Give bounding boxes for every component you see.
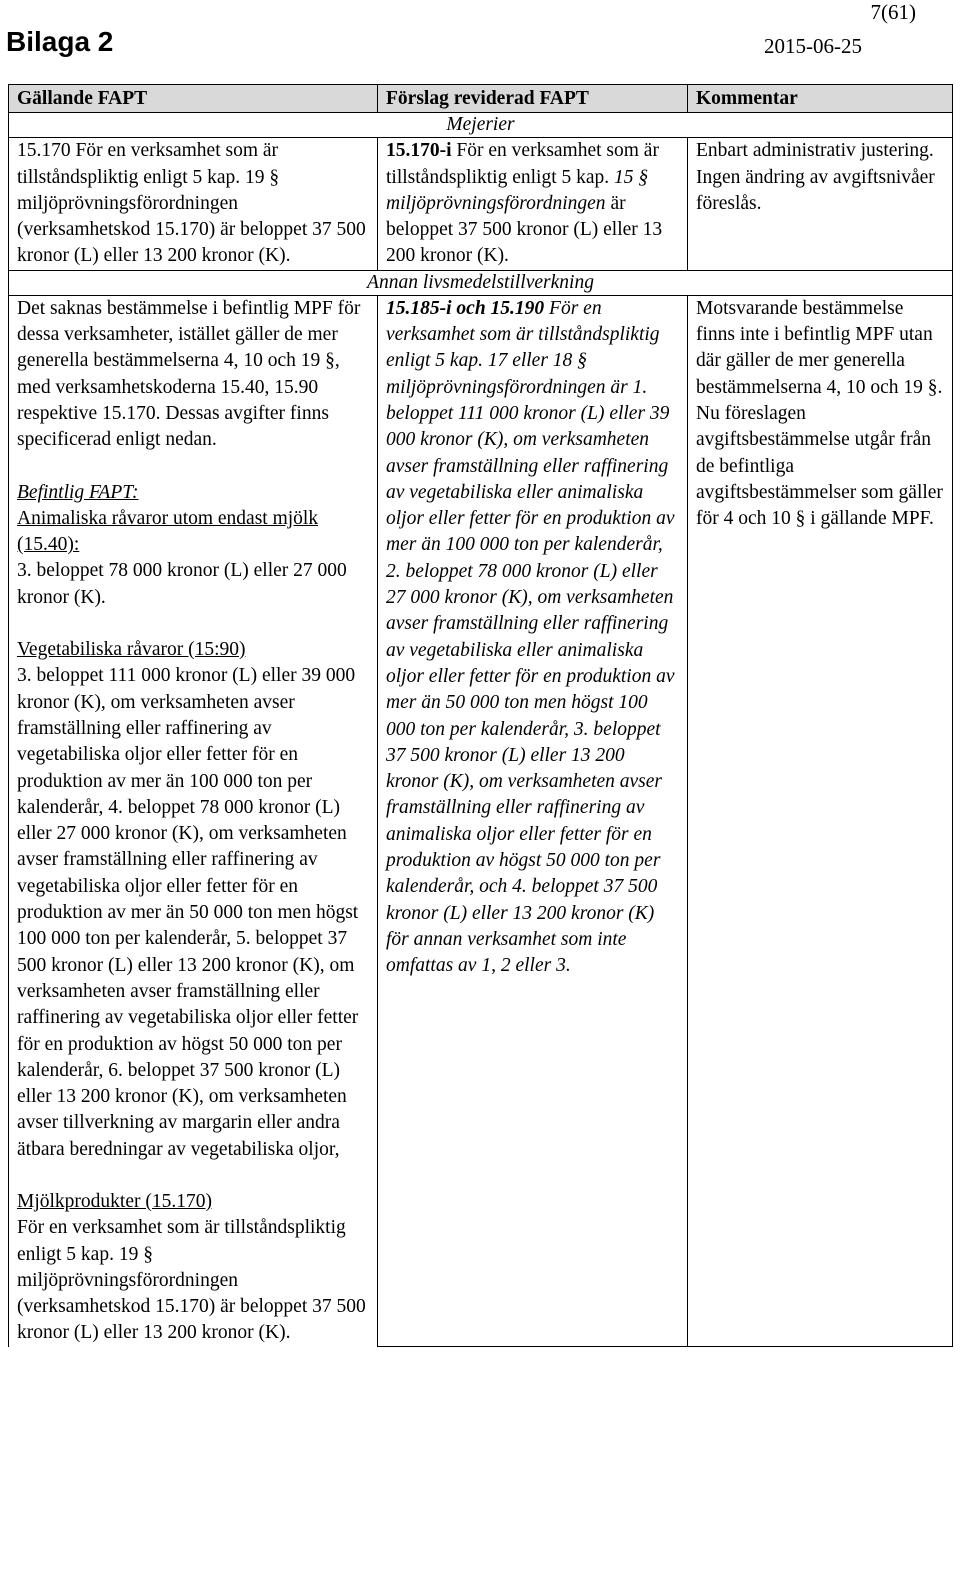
- page-number: 7(61): [870, 0, 916, 24]
- section-row-annan: [9, 270, 953, 295]
- header-proposed-fapt: Förslag reviderad FAPT: [378, 85, 688, 113]
- document-date: 2015-06-25: [764, 34, 862, 58]
- proposal-text: För en verksamhet som är tillståndspliktig enligt 5 kap.: [386, 140, 659, 188]
- section-row-mejerier: [9, 113, 953, 138]
- animal-heading: Animaliska råvaror utom endast mjölk (15.40):: [17, 507, 319, 556]
- proposal-italic-ref: 15 § miljöprövningsförordningen: [386, 166, 649, 214]
- section-title-annan: Annan livsmedelstillverkning: [9, 270, 953, 295]
- mjolk-text: För en verksamhet som är tillståndspliktig enligt 5 kap. 19 § miljöprövningsförordningen (verksamhetskod 15.170) är beloppet 37 500 kronor (L) eller 13 200 kronor (K).: [17, 1217, 366, 1344]
- intro-text: Det saknas bestämmelse i befintlig MPF för dessa verksamheter, istället gäller de mer generella bestämmelserna 4, 10 och 19 §, med verksamhetskoderna 15.40, 15.90 respektive 15.170. Dessas avgifter finns specificerad enligt nedan.: [17, 297, 361, 451]
- fapt-comparison-table: [8, 84, 953, 1347]
- header-row: [9, 85, 953, 113]
- current-cell: [9, 138, 378, 270]
- header-comment: Kommentar: [688, 85, 953, 113]
- proposal-cell: [378, 295, 688, 1346]
- appendix-label: Bilaga 2: [6, 26, 114, 57]
- header-current-fapt: Gällande FAPT: [9, 85, 378, 113]
- animal-text: 3. beloppet 78 000 kronor (L) eller 27 000 kronor (K).: [17, 560, 347, 608]
- current-text: 15.170 För en verksamhet som är tillståndspliktig enligt 5 kap. 19 § miljöprövningsförordningen (verksamhetskod 15.170) är beloppet 37 500 kronor (L) eller 13 200 kronor (K).: [17, 140, 366, 267]
- proposal-text: För en verksamhet som är tillståndspliktig enligt 5 kap. 17 eller 18 § miljöprövningsförordningen är 1. beloppet 111 000 kronor (L) eller 39 000 kronor (K), om verksamheten avser framställning eller raffinering av vegetabiliska eller animaliska oljor eller fetter för en produktion av mer än 100 000 ton per kalenderår, 2. beloppet 78 000 kronor (L) eller 27 000 kronor (K), om verksamheten avser framställning eller raffinering av vegetabiliska eller animaliska oljor eller fetter för en produktion av mer än 50 000 ton men högst 100 000 ton per kalenderår, 3. beloppet 37 500 kronor (L) eller 13 200 kronor (K), om verksamheten avser framställning eller raffinering av animaliska oljor eller fetter för en produktion av högst 50 000 ton per kalenderår, och 4. beloppet 37 500 kronor (L) eller 13 200 kronor (K) för annan verksamhet som inte omfattas av 1, 2 eller 3.: [386, 297, 675, 977]
- proposal-cell: [378, 138, 688, 270]
- proposal-code: 15.170-i: [386, 140, 452, 162]
- proposal-code: 15.185-i och 15.190: [386, 297, 545, 319]
- veg-heading: Vegetabiliska råvaror (15:90): [17, 639, 246, 661]
- comment-cell: Enbart administrativ justering. Ingen ändring av avgiftsnivåer föreslås.: [688, 138, 953, 270]
- befintlig-heading: Befintlig FAPT:: [17, 481, 139, 503]
- veg-text: 3. beloppet 111 000 kronor (L) eller 39 000 kronor (K), om verksamheten avser framställning eller raffinering av vegetabiliska oljor eller fetter för en produktion av mer än 100 000 ton per kalenderår, 4. beloppet 78 000 kronor (L) eller 27 000 kronor (K), om verksamheten avser framställning eller raffinering av vegetabiliska oljor eller fetter för en produktion av mer än 50 000 ton men högst 100 000 ton per kalenderår, 5. beloppet 37 500 kronor (L) eller 13 200 kronor (K), om verksamheten avser framställning eller raffinering av vegetabiliska oljor eller fetter för en produktion av högst 50 000 ton per kalenderår, 6. beloppet 37 500 kronor (L) eller 13 200 kronor (K), om verksamheten avser tillverkning av margarin eller andra ätbara beredningar av vegetabiliska oljor,: [17, 665, 359, 1160]
- proposal-rest: är beloppet 37 500 kronor (L) eller 13 200 kronor (K).: [386, 192, 663, 267]
- mjolk-heading: Mjölkprodukter (15.170): [17, 1190, 212, 1212]
- table-row: [9, 295, 953, 1346]
- section-title-mejerier: Mejerier: [9, 113, 953, 138]
- comment-cell: Motsvarande bestämmelse finns inte i befintlig MPF utan där gäller de mer generella bestämmelserna 4, 10 och 19 §. Nu föreslagen avgiftsbestämmelse utgår från de befintliga avgiftsbestämmelser som gäller för 4 och 10 § i gällande MPF.: [688, 295, 953, 1346]
- table-row: [9, 138, 953, 270]
- current-cell: [9, 295, 378, 1346]
